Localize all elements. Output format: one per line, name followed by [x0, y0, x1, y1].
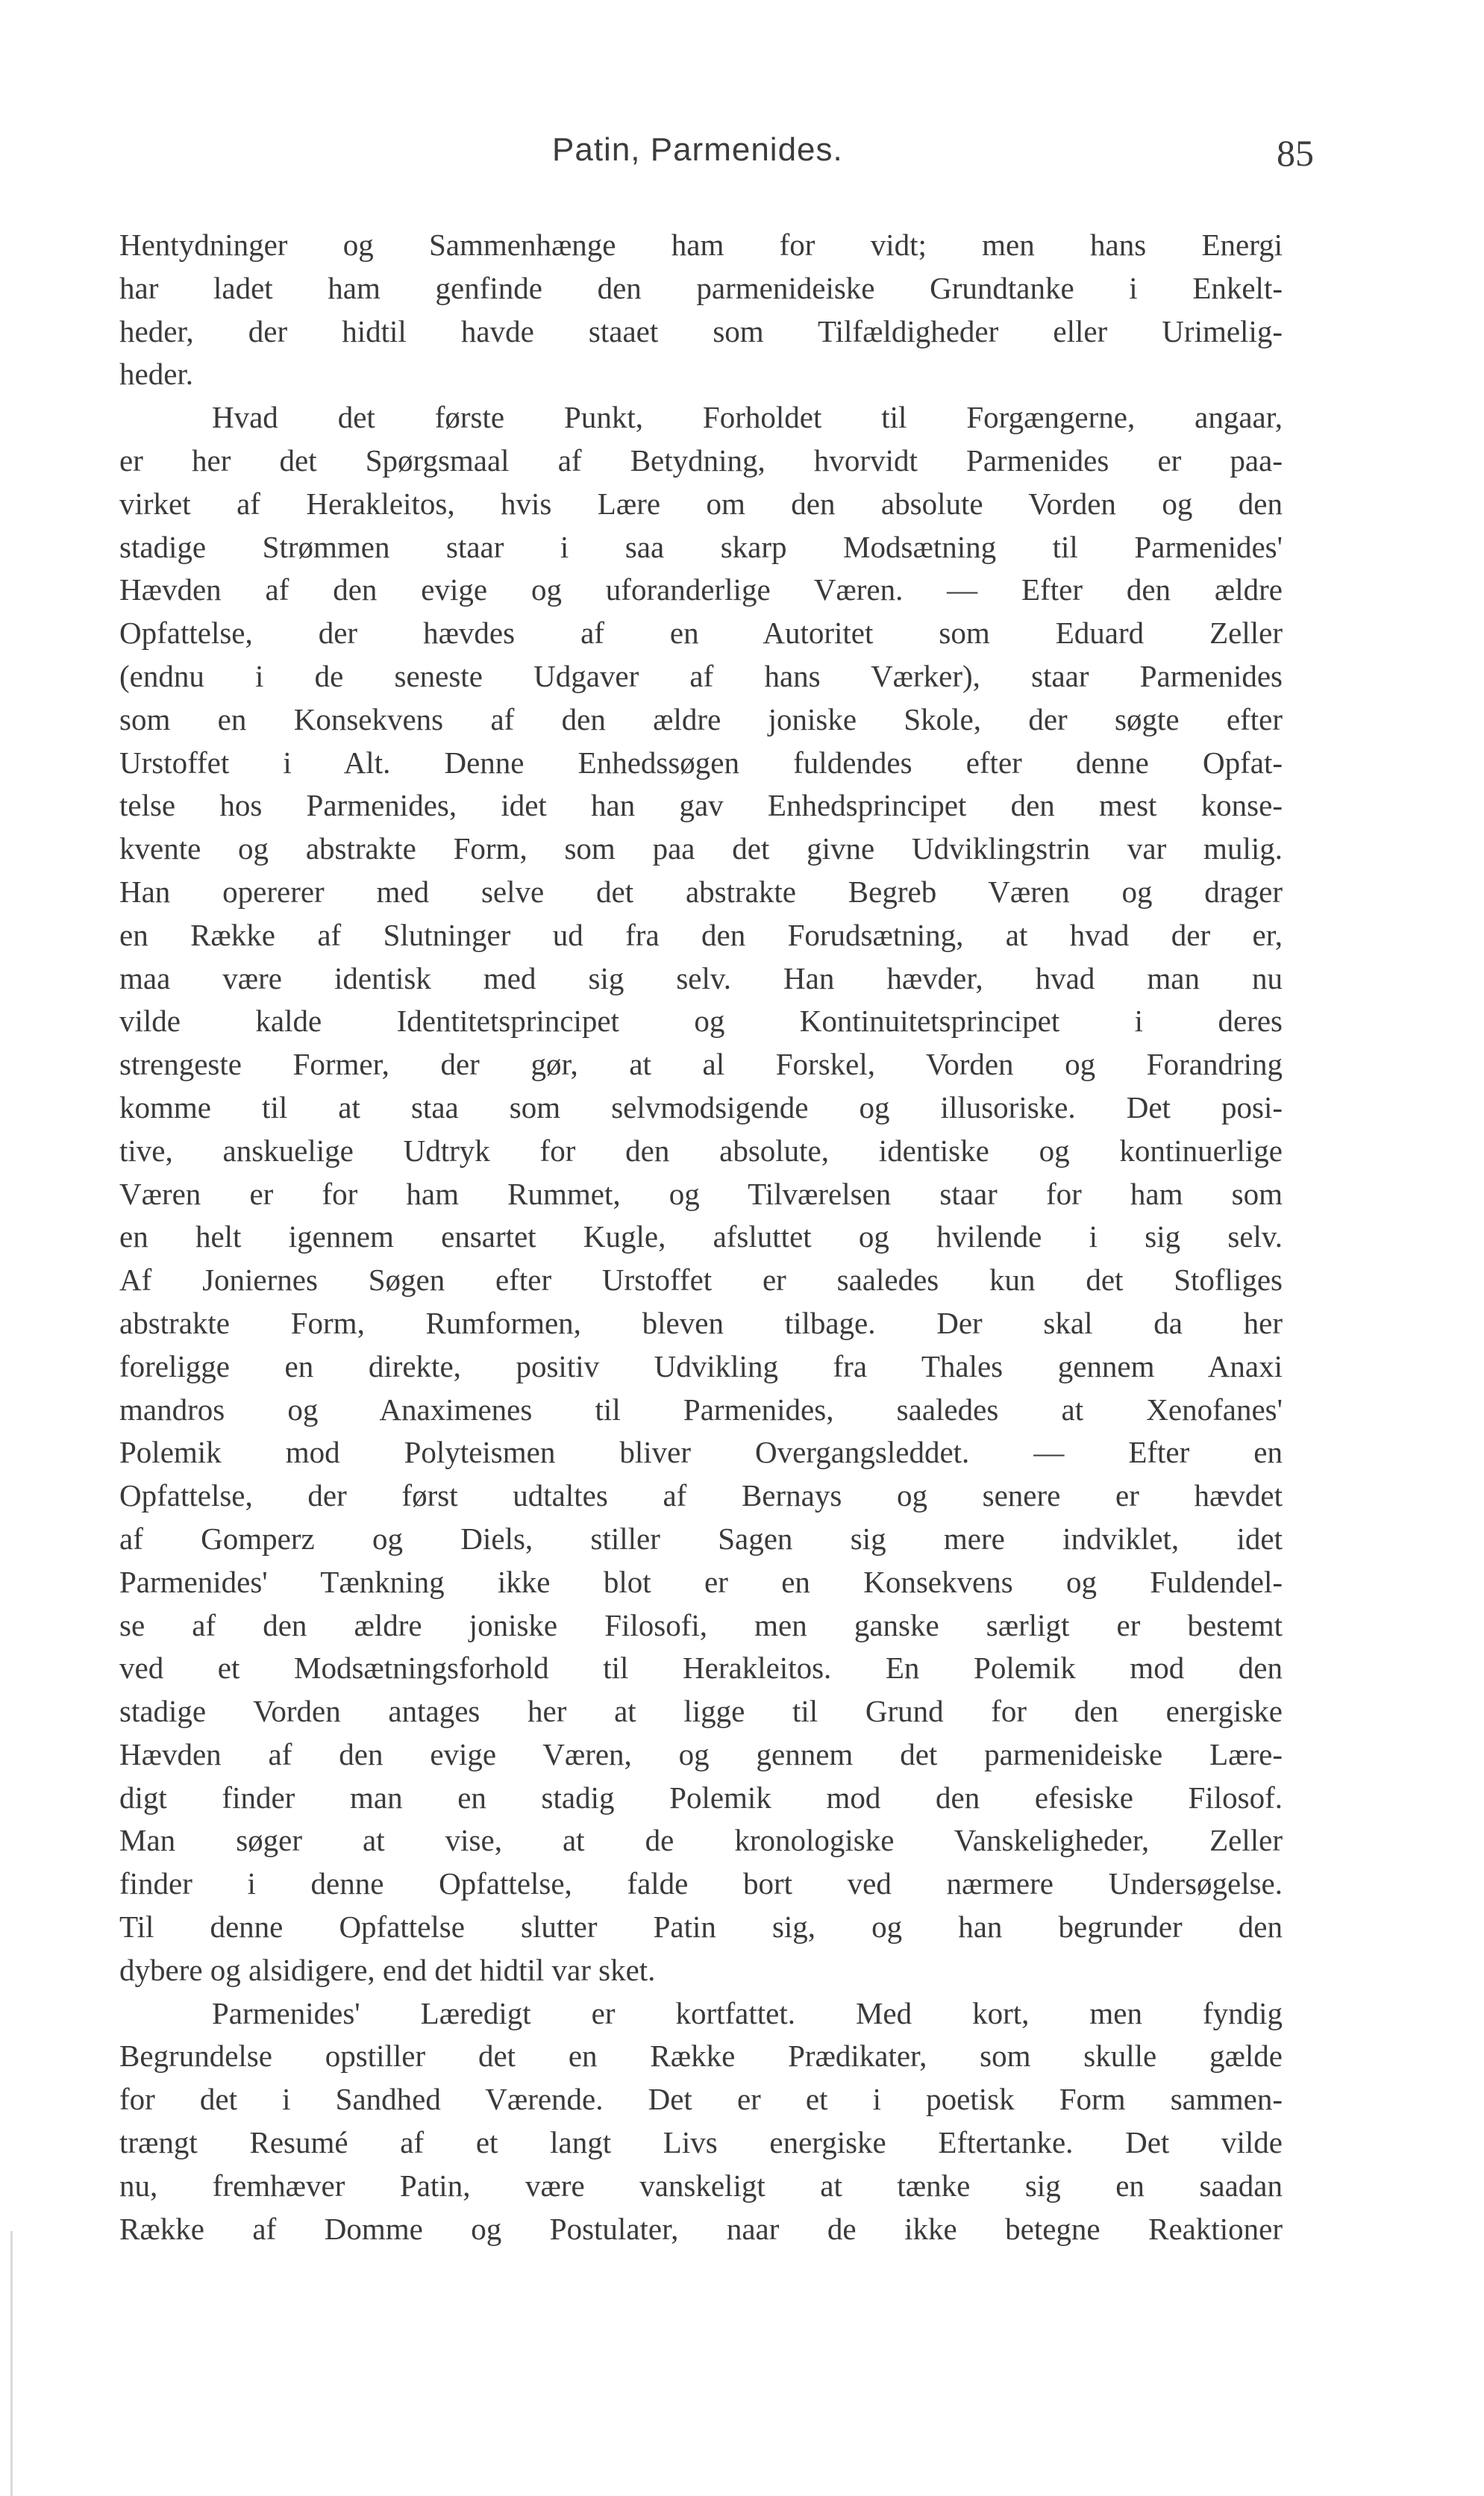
text-line: vilde kalde Identitetsprincipet og Kontinuitetsprincipet i deres: [119, 1004, 1283, 1039]
text-line: Til denne Opfattelse slutter Patin sig, og han begrunder den: [119, 1909, 1283, 1945]
text-line: er her det Spørgsmaal af Betydning, hvorvidt Parmenides er paa-: [119, 442, 1283, 478]
text-line: stadige Strømmen staar i saa skarp Modsætning til Parmenides': [119, 529, 1283, 564]
page-number: 85: [1277, 132, 1314, 174]
text-line: Urstoffet i Alt. Denne Enhedssøgen fuldendes efter denne Opfat-: [119, 745, 1283, 780]
text-line: tive, anskuelige Udtryk for den absolute, identiske og kontinuerlige: [119, 1133, 1283, 1168]
page-edge-shadow: [10, 2231, 13, 2496]
text-line: en helt igennem ensartet Kugle, afsluttet og hvilende i sig selv.: [119, 1219, 1283, 1254]
text-line: Han opererer med selve det abstrakte Begreb Væren og drager: [119, 874, 1283, 909]
text-line: Væren er for ham Rummet, og Tilværelsen staar for ham som: [119, 1176, 1283, 1211]
text-line: heder.: [119, 357, 194, 392]
text-line: Hvad det første Punkt, Forholdet til Forgængerne, angaar,: [212, 400, 1283, 435]
text-line: Hævden af den evige og uforanderlige Væren. — Efter den ældre: [119, 572, 1283, 607]
text-line: mandros og Anaximenes til Parmenides, saaledes at Xenofanes': [119, 1392, 1283, 1427]
text-line: Hævden af den evige Væren, og gennem det parmenideiske Lære-: [119, 1736, 1283, 1771]
text-line: komme til at staa som selvmodsigende og illusoriske. Det posi-: [119, 1089, 1283, 1125]
text-line: maa være identisk med sig selv. Han hævder, hvad man nu: [119, 960, 1283, 995]
text-line: digt finder man en stadig Polemik mod den efesiske Filosof.: [119, 1780, 1283, 1815]
running-head: [0, 131, 1484, 176]
text-line: Hentydninger og Sammenhænge ham for vidt; men hans Energi: [119, 228, 1283, 262]
text-line: har ladet ham genfinde den parmenideiske Grundtanke i Enkelt-: [119, 270, 1283, 305]
text-line: Af Joniernes Søgen efter Urstoffet er saaledes kun det Stofliges: [119, 1263, 1283, 1298]
text-line: som en Konsekvens af den ældre joniske Skole, der søgte efter: [119, 701, 1283, 736]
text-line: kvente og abstrakte Form, som paa det givne Udviklingstrin var mulig.: [119, 831, 1283, 866]
text-line: se af den ældre joniske Filosofi, men ganske særligt er bestemt: [119, 1607, 1283, 1642]
text-line: Begrundelse opstiller det en Række Prædikater, som skulle gælde: [119, 2039, 1283, 2074]
text-line: heder, der hidtil havde staaet som Tilfældigheder eller Urimelig-: [119, 313, 1283, 348]
text-line: finder i denne Opfattelse, falde bort ved nærmere Undersøgelse.: [119, 1866, 1283, 1901]
running-head-title: Patin, Parmenides.: [552, 131, 843, 168]
text-line: en Række af Slutninger ud fra den Forudsætning, at hvad der er,: [119, 917, 1283, 952]
text-line: Parmenides' Tænkning ikke blot er en Konsekvens og Fuldendel-: [119, 1564, 1283, 1599]
text-line: Parmenides' Læredigt er kortfattet. Med kort, men fyndig: [212, 1995, 1283, 2030]
text-line: (endnu i de seneste Udgaver af hans Værker), staar Parmenides: [119, 658, 1283, 693]
text-line: nu, fremhæver Patin, være vanskeligt at tænke sig en saadan: [119, 2168, 1283, 2203]
text-line: strengeste Former, der gør, at al Forskel, Vorden og Forandring: [119, 1047, 1283, 1082]
text-line: Man søger at vise, at de kronologiske Vanskeligheder, Zeller: [119, 1823, 1283, 1858]
text-line: abstrakte Form, Rumformen, bleven tilbage. Der skal da her: [119, 1305, 1283, 1340]
text-line: for det i Sandhed Værende. Det er et i poetisk Form sammen-: [119, 2082, 1283, 2117]
text-line: af Gomperz og Diels, stiller Sagen sig mere indviklet, idet: [119, 1521, 1283, 1556]
text-line: ved et Modsætningsforhold til Herakleitos. En Polemik mod den: [119, 1651, 1283, 1686]
text-line: virket af Herakleitos, hvis Lære om den absolute Vorden og den: [119, 486, 1283, 521]
text-line: foreligge en direkte, positiv Udvikling fra Thales gennem Anaxi: [119, 1348, 1283, 1383]
text-line: trængt Resumé af et langt Livs energiske Eftertanke. Det vilde: [119, 2125, 1283, 2160]
text-line: telse hos Parmenides, idet han gav Enhedsprincipet den mest konse-: [119, 788, 1283, 823]
body-text: [119, 224, 1283, 2251]
text-line: Række af Domme og Postulater, naar de ikke betegne Reaktioner: [119, 2211, 1283, 2246]
text-line: dybere og alsidigere, end det hidtil var sket.: [119, 1952, 656, 1987]
text-line: Opfattelse, der hævdes af en Autoritet som Eduard Zeller: [119, 616, 1283, 651]
text-line: Opfattelse, der først udtaltes af Bernays og senere er hævdet: [119, 1478, 1283, 1513]
text-line: Polemik mod Polyteismen bliver Overgangsleddet. — Efter en: [119, 1435, 1283, 1470]
text-line: stadige Vorden antages her at ligge til Grund for den energiske: [119, 1694, 1283, 1729]
